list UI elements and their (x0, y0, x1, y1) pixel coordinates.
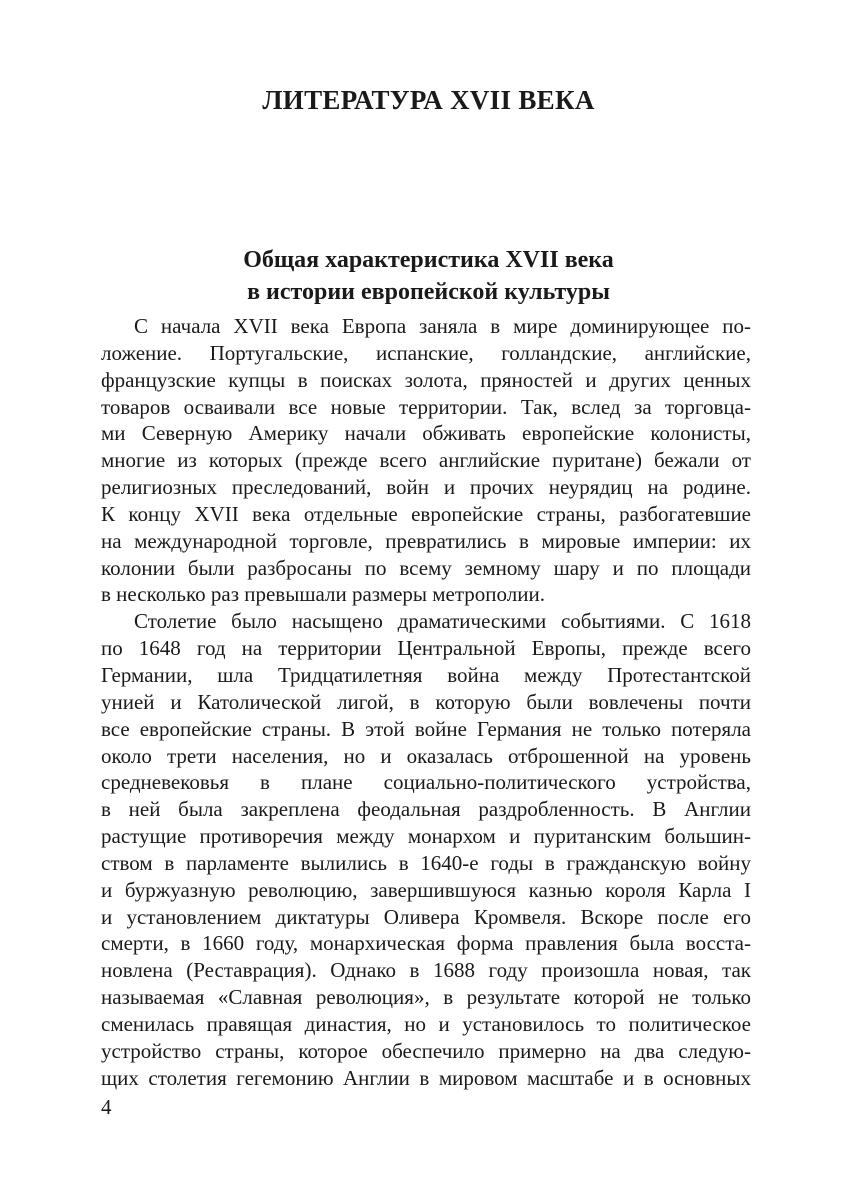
text-line: в ней была закреплена феодальная раздробленность. В Англии (101, 797, 751, 822)
text-line: колонии были разбросаны по всему земному шару и по площади (101, 555, 751, 580)
text-line: С начала XVII века Европа заняла в мире доминирующее по- (134, 314, 751, 338)
body-text (101, 313, 751, 1091)
text-line: сменилась правящая династия, но и установилось то политическое (101, 1011, 751, 1036)
text-line: щих столетия гегемонию Англии в мировом масштабе и в основных (101, 1065, 751, 1090)
page-number: 4 (101, 1095, 112, 1119)
text-line: все европейские страны. В этой войне Германия не только потеряла (101, 716, 751, 741)
text-line: и установлением диктатуры Оливера Кромвеля. Вскоре после его (101, 904, 751, 929)
text-line: Германии, шла Тридцатилетняя война между Протестантской (101, 662, 751, 687)
text-line: Столетие было насыщено драматическими событиями. С 1618 (134, 609, 751, 634)
text-line: растущие противоречия между монархом и пуританским большин- (101, 824, 751, 849)
text-line: средневековья в плане социально-политического устройства, (101, 770, 751, 795)
text-line: по 1648 год на территории Центральной Европы, прежде всего (101, 636, 751, 661)
chapter-title: ЛИТЕРАТУРА XVII ВЕКА (262, 85, 595, 115)
text-line: новлена (Реставрация). Однако в 1688 году произошла новая, так (101, 958, 751, 983)
text-line: унией и Католической лигой, в которую были вовлечены почти (101, 689, 751, 714)
text-line: религиозных преследований, войн и прочих неурядиц на родине. (101, 475, 751, 500)
paragraph (101, 313, 751, 608)
text-line: К концу XVII века отдельные европейские страны, разбогатевшие (101, 501, 751, 526)
text-line: смерти, в 1660 году, монархическая форма правления была восста- (101, 931, 751, 956)
section-title-line: в истории европейской культуры (247, 279, 610, 305)
text-line: ми Северную Америку начали обживать европейские колонисты, (101, 421, 751, 446)
text-line: и буржуазную революцию, завершившуюся казнью короля Карла I (101, 877, 751, 902)
text-line: многие из которых (прежде всего английские пуритане) бежали от (101, 448, 751, 473)
text-line: на международной торговле, превратились в мировые империи: их (101, 528, 751, 553)
text-line: называемая «Славная революция», в результате которой не только (101, 985, 751, 1010)
text-line: устройство страны, которое обеспечило примерно на два следую- (101, 1038, 751, 1063)
text-line: ложение. Португальские, испанские, голландские, английские, (101, 340, 751, 365)
text-line: товаров осваивали все новые территории. Так, вслед за торговца- (101, 394, 751, 419)
text-line: в несколько раз превышали размеры метрополии. (101, 582, 545, 607)
paragraph (101, 608, 751, 1091)
text-line: около трети населения, но и оказалась отброшенной на уровень (101, 743, 751, 768)
section-title (0, 244, 857, 308)
text-line: ством в парламенте вылились в 1640-е годы в гражданскую войну (101, 850, 751, 875)
section-title-line: Общая характеристика XVII века (243, 247, 614, 273)
text-line: французские купцы в поисках золота, пряностей и других ценных (101, 367, 751, 392)
